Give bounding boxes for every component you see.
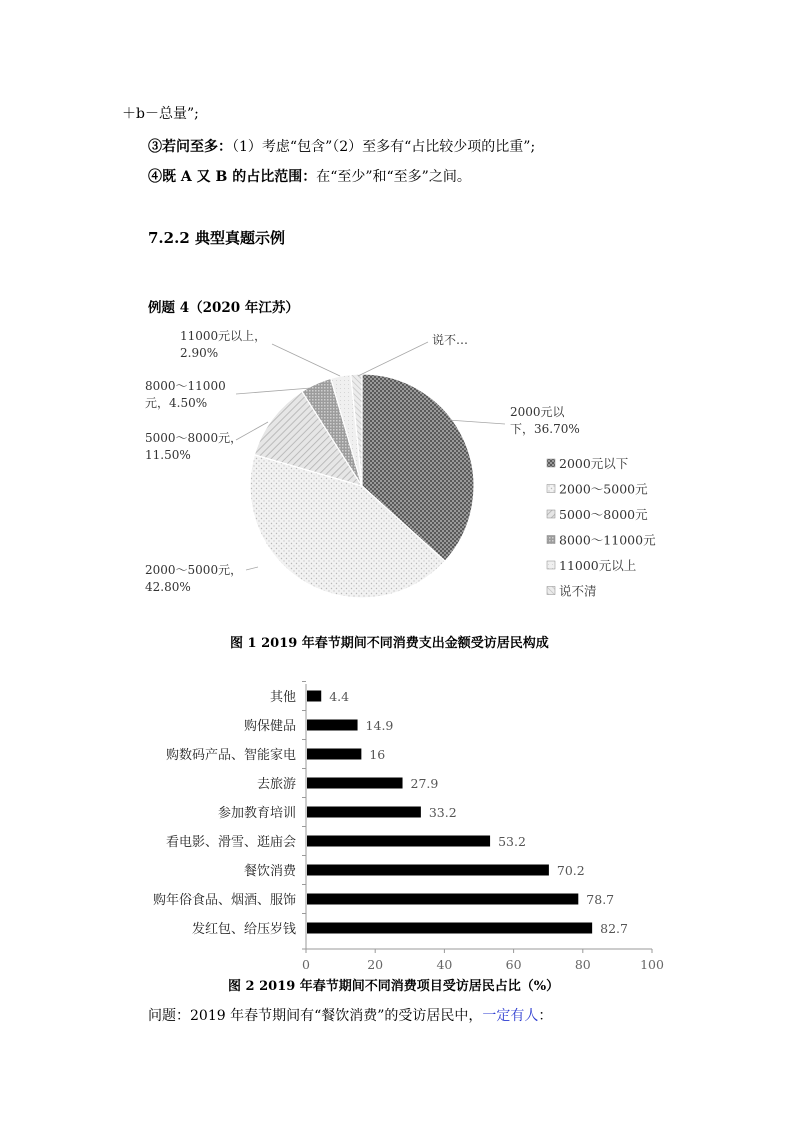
question-line xyxy=(148,1005,552,1025)
pie-chart xyxy=(0,312,800,632)
legend-swatch xyxy=(547,459,555,467)
bar-value-label: 27.9 xyxy=(410,776,439,791)
bar-value-label: 78.7 xyxy=(586,892,615,907)
legend-label: 2000～5000元 xyxy=(559,481,648,497)
bar-chart xyxy=(0,680,800,970)
fig2-caption: 图 2 2019 年春节期间不同消费项目受访居民占比（%） xyxy=(228,979,560,994)
text-line-2 xyxy=(148,136,535,156)
bar-category-label: 购年俗食品、烟酒、服饰 xyxy=(152,893,296,908)
legend-label: 11000元以上 xyxy=(559,558,637,573)
bar xyxy=(307,720,358,731)
x-tick-label: 60 xyxy=(505,957,522,970)
question-suffix: ： xyxy=(538,1008,553,1024)
pie-slice-label: 11000元以上， xyxy=(180,329,267,343)
legend-swatch xyxy=(547,561,555,569)
pie-slice-label: 11.50% xyxy=(145,448,191,462)
text-line-3 xyxy=(148,166,471,186)
bar xyxy=(307,807,421,818)
bar-value-label: 70.2 xyxy=(556,863,585,878)
text-line-3-rest: 在“至少”和“至多”之间。 xyxy=(316,169,471,185)
text-line-2-bold: ③若问至多： xyxy=(148,139,232,155)
bar-value-label: 33.2 xyxy=(428,805,457,820)
bar-value-label: 53.2 xyxy=(498,834,526,849)
bar xyxy=(307,865,549,876)
text-line-1: ＋b－总量”; xyxy=(122,106,199,122)
bar xyxy=(307,778,403,789)
pie-slice-label: 说不… xyxy=(432,333,469,347)
legend-label: 8000～11000元 xyxy=(559,532,656,548)
x-tick-label: 0 xyxy=(302,957,310,970)
bar xyxy=(307,749,361,760)
legend-swatch xyxy=(547,536,555,544)
text-line-2-rest: （1）考虑“包含”（2）至多有“占比较少项的比重”; xyxy=(232,139,536,155)
x-tick-label: 40 xyxy=(436,957,453,970)
pie-slice-label: 5000～8000元， xyxy=(145,431,243,445)
bar-value-label: 16 xyxy=(369,747,386,762)
pie-leader-line xyxy=(358,342,428,376)
pie-slice-label: 8000～11000 xyxy=(145,379,226,393)
bar-category-label: 购数码产品、智能家电 xyxy=(165,748,296,763)
bar-category-label: 发红包、给压岁钱 xyxy=(191,922,296,937)
pie-slice-label: 2000～5000元， xyxy=(145,563,243,577)
legend-label: 5000～8000元 xyxy=(559,507,648,522)
bar-value-label: 4.4 xyxy=(329,689,350,704)
pie-slice-label: 2.90% xyxy=(180,346,219,360)
section-heading: 7.2.2 典型真题示例 xyxy=(148,229,285,247)
pie-slice-label: 2000元以 xyxy=(510,405,565,419)
bar-category-label: 看电影、滑雪、逛庙会 xyxy=(165,835,296,850)
bar-value-label: 82.7 xyxy=(600,921,628,936)
question-link[interactable]: 一定有人 xyxy=(482,1008,539,1024)
fig1-caption: 图 1 2019 年春节期间不同消费支出金额受访居民构成 xyxy=(230,636,549,651)
bar xyxy=(307,691,321,702)
pie-leader-line xyxy=(272,344,340,376)
legend-swatch xyxy=(547,587,555,595)
legend-swatch xyxy=(547,485,555,493)
bar-category-label: 购保健品 xyxy=(243,719,296,734)
x-tick-label: 100 xyxy=(640,957,664,970)
bar xyxy=(307,923,592,934)
pie-slice-label: 元，4.50% xyxy=(145,396,208,410)
bar-category-label: 参加教育培训 xyxy=(217,806,296,821)
text-line-3-bold: ④既 A 又 B 的占比范围： xyxy=(148,169,317,185)
bar-category-label: 去旅游 xyxy=(256,777,296,792)
legend-label: 2000元以下 xyxy=(559,456,629,471)
legend-swatch xyxy=(547,510,555,518)
question-prefix: 问题：2019 年春节期间有“餐饮消费”的受访居民中， xyxy=(148,1008,483,1024)
pie-slice-label: 下，36.70% xyxy=(510,422,580,436)
bar xyxy=(307,894,578,905)
legend-label: 说不清 xyxy=(559,583,597,599)
x-tick-label: 80 xyxy=(574,957,591,970)
pie-slice-label: 42.80% xyxy=(145,580,191,594)
bar xyxy=(307,836,490,847)
example-title: 例题 4（2020 年江苏） xyxy=(148,300,299,316)
x-tick-label: 20 xyxy=(367,957,384,970)
bar-category-label: 餐饮消费 xyxy=(243,864,296,879)
pie-leader-line xyxy=(246,567,258,570)
bar-category-label: 其他 xyxy=(269,690,296,705)
bar-value-label: 14.9 xyxy=(365,718,394,733)
pie-leader-line xyxy=(448,420,505,424)
